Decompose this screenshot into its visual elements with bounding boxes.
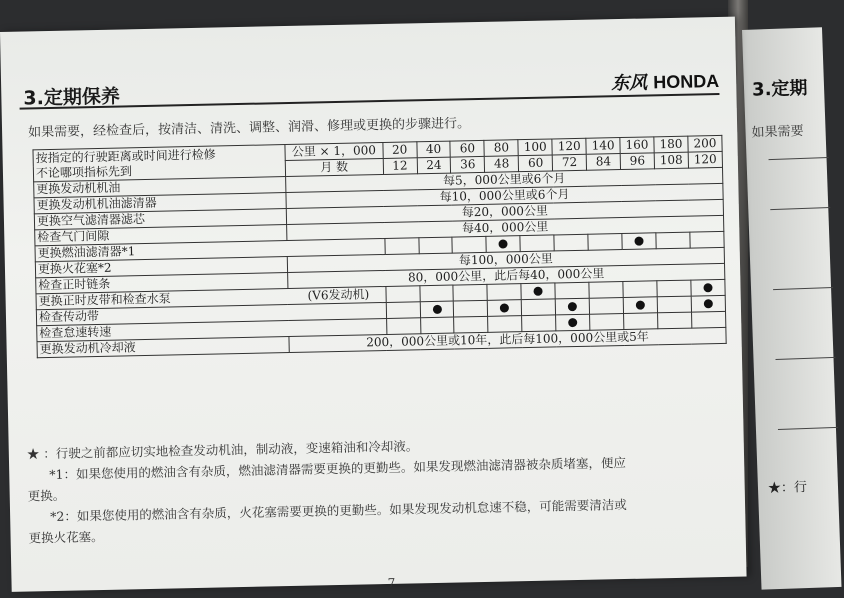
interval-cell: [589, 282, 623, 299]
interval-cell: [454, 316, 488, 333]
right-table-line: [778, 427, 838, 430]
brand-logo: [611, 67, 720, 95]
month-interval: 108: [654, 152, 688, 169]
km-interval: 160: [620, 137, 654, 154]
check-dot-icon: [568, 302, 577, 311]
interval-cell: [486, 236, 520, 253]
interval-cell: [691, 295, 725, 312]
intro-text: 如果需要，经检查后，按清洁、清洗、调整、润滑、修理或更换的步骤进行。: [27, 116, 471, 141]
check-dot-icon: [432, 305, 441, 314]
interval-text: 每100，000公里: [287, 247, 724, 272]
interval-cell: [521, 283, 555, 300]
brand-en: HONDA: [652, 70, 720, 93]
month-interval: 84: [586, 154, 620, 171]
month-interval: 48: [485, 156, 519, 173]
interval-cell: [488, 316, 522, 333]
interval-text: 80，000公里，此后每40，000公里: [288, 263, 725, 288]
interval-cell: [657, 296, 691, 313]
check-dot-icon: [634, 237, 643, 246]
interval-cell: [555, 282, 589, 299]
unit-km-label: 公里 × 1，000: [285, 143, 383, 161]
km-interval: 180: [654, 136, 688, 153]
interval-cell: [419, 285, 453, 302]
interval-cell: [556, 314, 590, 331]
brand-cn: 东风: [610, 72, 648, 95]
unit-month-label: 月 数: [285, 159, 383, 177]
header-label-line1: 按指定的行驶距离或时间进行检修: [35, 147, 216, 165]
interval-cell: [522, 315, 556, 332]
km-interval: 60: [450, 140, 484, 157]
interval-cell: [656, 232, 690, 249]
interval-cell: [588, 234, 622, 251]
interval-text: 每20，000公里: [286, 199, 723, 224]
interval-cell: [420, 317, 454, 334]
km-interval: 140: [586, 138, 620, 155]
month-interval: 72: [552, 154, 586, 171]
header-label: [33, 145, 286, 182]
month-interval: 96: [620, 153, 654, 170]
interval-cell: [488, 300, 522, 317]
right-page-text: 如果需要: [751, 123, 804, 141]
interval-cell: [452, 236, 486, 253]
header-label-line2: 不论哪项指标先到: [35, 163, 133, 180]
interval-text: 每40，000公里: [287, 215, 724, 240]
maintenance-schedule-table: [32, 135, 726, 358]
interval-text: 200，000公里或10年，此后每100，000公里或5年: [289, 327, 726, 352]
interval-cell: [453, 284, 487, 301]
month-interval: 24: [417, 157, 451, 174]
maintenance-item-label: 检查怠速转速: [39, 324, 112, 341]
check-dot-icon: [568, 318, 577, 327]
month-interval: 60: [519, 155, 553, 172]
footnotes: [27, 429, 744, 549]
page-number: 7: [387, 575, 396, 591]
check-dot-icon: [636, 301, 645, 310]
interval-cell: [555, 298, 589, 315]
interval-cell: [590, 314, 624, 331]
maintenance-item-label: 更换发动机冷却液: [39, 340, 136, 357]
interval-cell: [487, 284, 521, 301]
check-dot-icon: [534, 287, 543, 296]
interval-cell: [386, 302, 420, 319]
check-dot-icon: [704, 299, 713, 308]
interval-cell: [624, 313, 658, 330]
interval-cell: [386, 286, 420, 303]
interval-cell: [658, 312, 692, 329]
interval-cell: [623, 281, 657, 298]
interval-cell: [657, 280, 691, 297]
interval-cell: [622, 233, 656, 250]
right-table-line: [773, 287, 833, 290]
interval-cell: [691, 311, 725, 328]
maintenance-item-label: 更换燃油滤清器*1: [37, 244, 136, 261]
right-page-title: 3.定期: [751, 77, 808, 101]
interval-cell: [522, 299, 556, 316]
maintenance-item-label: 更换空气滤清器滤芯: [36, 212, 146, 229]
manual-page: [0, 17, 747, 592]
km-interval: 100: [518, 139, 552, 156]
right-table-line: [770, 207, 830, 210]
maintenance-item-label: 更换发动机机油滤清器: [36, 195, 157, 213]
month-interval: 36: [451, 156, 485, 173]
check-dot-icon: [500, 303, 509, 312]
interval-cell: [554, 234, 588, 251]
km-interval: 200: [688, 135, 722, 152]
right-page: [742, 27, 841, 589]
check-dot-icon: [499, 239, 508, 248]
interval-cell: [420, 301, 454, 318]
right-table-line: [776, 357, 836, 360]
engine-note: (V6发动机): [307, 287, 370, 303]
month-interval: 120: [688, 151, 722, 168]
right-table-line: [769, 157, 829, 160]
interval-text: 每10，000公里或6个月: [286, 183, 723, 208]
interval-text: 每5，000公里或6个月: [286, 167, 723, 192]
star-note: ★ ：行驶之前都应切实地检查发动机油，制动液，变速箱油和冷却液。: [26, 438, 419, 462]
interval-cell: [418, 237, 452, 254]
footnote-2: *2：如果您使用的燃油含有杂质，火花塞需要更换的更勤些。如果发现发动机怠速不稳，可能需要清洁或: [50, 496, 627, 525]
interval-cell: [691, 279, 725, 296]
maintenance-item-label: 更换火花塞*2: [37, 260, 112, 277]
interval-cell: [454, 300, 488, 317]
check-dot-icon: [703, 283, 712, 292]
maintenance-item-label: 更换正时皮带和检查水泵: [38, 291, 171, 309]
km-interval: 80: [484, 140, 518, 157]
interval-cell: [589, 298, 623, 315]
km-interval: 20: [383, 142, 417, 159]
section-title: 3.定期保养: [23, 85, 121, 110]
maintenance-item-label: 检查传动带: [38, 308, 100, 325]
maintenance-item-label: 检查气门间隙: [37, 228, 110, 245]
footnote-1-cont: 更换。: [27, 487, 66, 504]
maintenance-item-label: 更换发动机机油: [36, 180, 121, 197]
interval-cell: [623, 297, 657, 314]
interval-cell: [386, 318, 420, 335]
km-interval: 40: [416, 141, 450, 158]
interval-cell: [385, 238, 419, 255]
footnote-2-cont: 更换火花塞。: [28, 528, 104, 546]
month-interval: 12: [383, 158, 417, 175]
right-page-star-note: ★：行: [767, 480, 808, 497]
km-interval: 120: [552, 138, 586, 155]
page-header: [19, 65, 719, 110]
footnote-1: *1：如果您使用的燃油含有杂质，燃油滤清器需要更换的更勤些。如果发现燃油滤清器被杂质堵塞，便应: [49, 454, 627, 483]
maintenance-item-label: 检查正时链条: [38, 276, 111, 293]
interval-cell: [520, 235, 554, 252]
interval-cell: [690, 231, 724, 248]
